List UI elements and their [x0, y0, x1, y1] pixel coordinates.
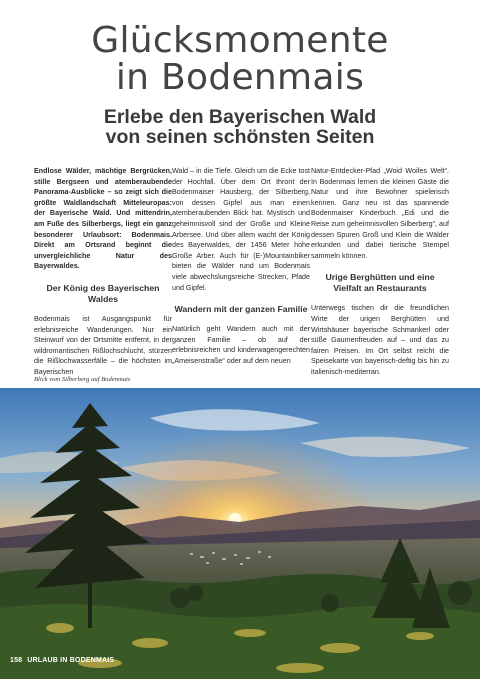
subtitle-line-2: von seinen schönsten Seiten	[105, 126, 375, 148]
page-footer	[10, 657, 114, 664]
body-paragraph: Natürlich geht Wandern auch mit der ganzen Familie – ob auf der erlebnisreichen und kinderwagengerechten „Ameisenstraße“ oder auf dem neuen	[172, 325, 310, 365]
body-paragraph: Wald – in die Tiefe. Gleich um die Ecke tost der Hochfall. Über dem Ort thront der Bodenmaiser Hausberg, der Silberberg, von dessen Gipfel aus man einen atemberaubenden Blick hat. Mystisch und geheimnisvoll sind der Große und Kleine Arbersee. Und über allem wacht der König des Bayerwaldes, der 1456 Meter hohe Große Arber. Auch für (E-)Mountainbiker bieten die Wälder rund um Bodenmais viele abwechslungsreiche Strecken, Pfade und Gipfel.	[172, 167, 310, 292]
sunset-landscape-photo	[0, 388, 480, 679]
title-line-2: in Bodenmais	[115, 57, 365, 98]
section-heading-berghuetten: Urige Berghütten und eine Vielfalt an Restaurants	[325, 272, 435, 294]
subtitle-line-1: Erlebe den Bayerischen Wald	[103, 106, 377, 128]
body-paragraph: Bodenmais ist Ausgangspunkt für erlebnisreiche Wanderungen. Nur ein Steinwurf von der Ortsmitte entfernt, in der wildromantischen Rißlochschlucht, stürzen die Rißlochwasserfälle – die höchsten im Bayerischen	[34, 314, 172, 376]
lead-paragraph: Endlose Wälder, mächtige Bergrücken, stille Bergseen und atemberaubende Panorama-Ausblicke – so zeigt sich die größte Waldlandschaft Mitteleuropas: der Bayerische Wald. Und mittendrin, am Fuße des Silberbergs, liegt ein ganz besonderer Urlaubsort: Bodenmais. Direkt am Ortsrand beginnt die unvergleichliche Natur des Bayerwaldes.	[34, 167, 172, 271]
text-column-3	[311, 166, 449, 389]
title-line-1: Glücksmomente	[91, 20, 389, 61]
page-number: 158	[10, 657, 23, 664]
footer-section-label: URLAUB IN BODENMAIS	[27, 657, 115, 664]
page-title	[0, 22, 480, 96]
page-subtitle	[0, 107, 480, 147]
body-paragraph: Unterwegs tischen dir die freundlichen Wirte der urigen Berghütten und Wirtshäuser bayerische Schmankerl oder süße Gaumenfreuden auf – und das zu fairen Preisen. Im Ort selbst reicht die Speisekarte von bayerisch-deftig bis hin zu italienisch-mediterran.	[311, 304, 449, 376]
text-column-2	[172, 166, 310, 378]
photo-caption: Blick vom Silberberg auf Bodenmais	[34, 376, 131, 383]
section-heading-koenig: Der König des Bayerischen Waldes	[46, 282, 160, 304]
section-heading-familie: Wandern mit der ganzen Familie	[174, 304, 308, 315]
text-column-1	[34, 166, 172, 389]
body-paragraph: Natur-Entdecker-Pfad „Woid Woifes Welt“. In Bodenmais lernen die kleinen Gäste die Natur und ihre Bewohner spielerisch kennen. Ganz neu ist das spannende Bodenmaiser Kinderbuch „Edi und die Reise zum geheimnisvollen Silberberg“, auf dessen Spuren Groß und Klein die Wälder erkunden und dabei tierische Stempel sammeln können.	[311, 167, 449, 260]
